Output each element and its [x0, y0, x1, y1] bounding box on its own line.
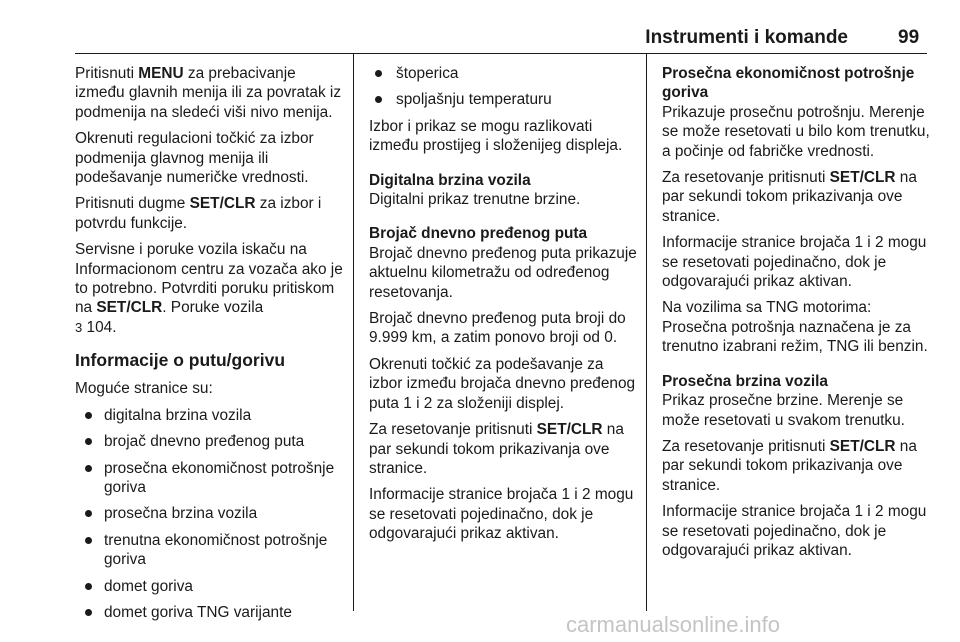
- paragraph: Izbor i prikaz se mogu razlikovati između prostijeg i složenijeg displeja.: [369, 117, 623, 155]
- paragraph: Okrenuti regulacioni točkić za izbor podmenija glavnog menija ili podešavanje numeričke vrednosti.: [75, 130, 314, 187]
- paragraph: Brojač dnevno pređenog puta broji do 9.999 km, a zatim ponovo broji od 0.: [369, 310, 626, 347]
- list-item-text: prosečna ekonomičnost potrošnje goriva: [104, 459, 335, 496]
- bullet-icon: [85, 510, 92, 517]
- paragraph: [662, 168, 934, 226]
- text: na par sekundi tokom prikazivanja ove stranice.: [369, 421, 624, 477]
- bullet-icon: [85, 438, 92, 445]
- paragraph: [75, 64, 347, 122]
- text: Servisne i poruke vozila iskaču na Informacionom centru za vozača ako je to potrebno. Potvrditi poruku pritiskom na: [75, 241, 343, 317]
- list-item-text: digitalna brzina vozila: [104, 406, 252, 424]
- list-item: [75, 531, 347, 570]
- list-item: [75, 432, 347, 451]
- list-item-text: domet goriva: [104, 577, 193, 595]
- text: Pritisnuti dugme: [75, 195, 190, 213]
- list-item-text: prosečna brzina vozila: [104, 505, 258, 523]
- paragraph: Na vozilima sa TNG motorima: Prosečna potrošnja naznačena je za trenutno izabrani režim, TNG ili benzin.: [662, 299, 928, 356]
- subsection-heading: Prosečna brzina vozila: [662, 372, 828, 390]
- list-item: [75, 603, 347, 622]
- bullet-icon: [375, 96, 382, 103]
- list-item-text: spoljašnju temperaturu: [396, 91, 552, 109]
- text: Za resetovanje pritisnuti: [662, 169, 830, 187]
- text: na par sekundi tokom prikazivanja ove stranice.: [662, 437, 917, 494]
- text: na par sekundi tokom prikazivanja ove stranice.: [662, 169, 917, 225]
- page-reference-icon: 3: [75, 319, 83, 335]
- text: Za resetovanje pritisnuti: [662, 437, 830, 455]
- section-heading: Informacije o putu/gorivu: [75, 350, 286, 371]
- list-item: [369, 64, 639, 83]
- paragraph: Moguće stranice su:: [75, 380, 213, 398]
- text: za prebacivanje između glavnih menija ili za povratak iz podmenija na sledeći viši nivo menija.: [75, 65, 342, 121]
- column-1: [75, 64, 347, 629]
- key-label: SET/CLR: [189, 195, 256, 213]
- page-reference[interactable]: 104.: [82, 318, 117, 336]
- paragraph: Prikaz prosečne brzine. Merenje se može resetovati u svakom trenutku.: [662, 392, 905, 429]
- key-label: SET/CLR: [829, 437, 896, 455]
- bullet-icon: [85, 583, 92, 590]
- text: Za resetovanje pritisnuti: [369, 421, 537, 439]
- column-3: [662, 64, 934, 567]
- column-divider-1: [353, 53, 354, 611]
- paragraph: [75, 240, 347, 337]
- bullet-icon: [85, 537, 92, 544]
- paragraph: [662, 437, 934, 495]
- key-label: SET/CLR: [96, 299, 163, 317]
- list-item: [75, 459, 347, 498]
- text: za izbor i potvrdu funkcije.: [75, 195, 322, 232]
- paragraph: Informacije stranice brojača 1 i 2 mogu se resetovati pojedinačno, dok je odgovarajući prikaz aktivan.: [662, 234, 927, 291]
- page-header: [0, 0, 960, 52]
- text: Pritisnuti: [75, 65, 139, 82]
- subsection-heading: Digitalna brzina vozila: [369, 171, 531, 189]
- paragraph: Brojač dnevno pređenog puta prikazuje aktuelnu kilometražu od određenog resetovanja.: [369, 244, 637, 301]
- key-label: SET/CLR: [536, 421, 603, 439]
- page-title: Instrumenti i komande: [645, 27, 848, 48]
- bullet-icon: [85, 609, 92, 616]
- paragraph: [75, 194, 347, 233]
- paragraph: Prikazuje prosečnu potrošnju. Merenje se može resetovati u bilo kom trenutku, a počinje od fabričke vrednosti.: [662, 103, 930, 160]
- column-divider-2: [646, 53, 647, 611]
- text: . Poruke vozila: [162, 299, 264, 317]
- page-number: 99: [898, 27, 920, 48]
- list-item: [75, 577, 347, 596]
- header-rule: [75, 53, 927, 54]
- paragraph: Okrenuti točkić za podešavanje za izbor između brojača dnevno pređenog puta 1 i 2 za složeniji displej.: [369, 355, 636, 412]
- list-item-text: brojač dnevno pređenog puta: [104, 433, 305, 451]
- bullet-icon: [375, 70, 382, 77]
- key-label: MENU: [138, 65, 184, 82]
- column-2: [369, 64, 639, 551]
- subsection-heading: Brojač dnevno pređenog puta: [369, 225, 588, 243]
- list-item-text: domet goriva TNG varijante: [104, 603, 292, 621]
- bullet-icon: [85, 412, 92, 419]
- bullet-list: [75, 406, 347, 623]
- bullet-list: [369, 64, 639, 110]
- list-item: [75, 406, 347, 425]
- key-label: SET/CLR: [829, 169, 896, 187]
- paragraph: Digitalni prikaz trenutne brzine.: [369, 191, 581, 209]
- list-item-text: trenutna ekonomičnost potrošnje goriva: [104, 531, 328, 569]
- paragraph: Informacije stranice brojača 1 i 2 mogu se resetovati pojedinačno, dok je odgovarajući prikaz aktivan.: [662, 503, 927, 559]
- subsection-heading: Prosečna ekonomičnost potrošnje goriva: [662, 65, 915, 102]
- list-item: [369, 90, 639, 109]
- list-item: [75, 504, 347, 523]
- bullet-icon: [85, 465, 92, 472]
- list-item-text: štoperica: [396, 65, 459, 82]
- paragraph: Informacije stranice brojača 1 i 2 mogu se resetovati pojedinačno, dok je odgovarajući prikaz aktivan.: [369, 486, 634, 543]
- paragraph: [369, 420, 639, 478]
- watermark: carmanualsonline.info: [566, 612, 781, 637]
